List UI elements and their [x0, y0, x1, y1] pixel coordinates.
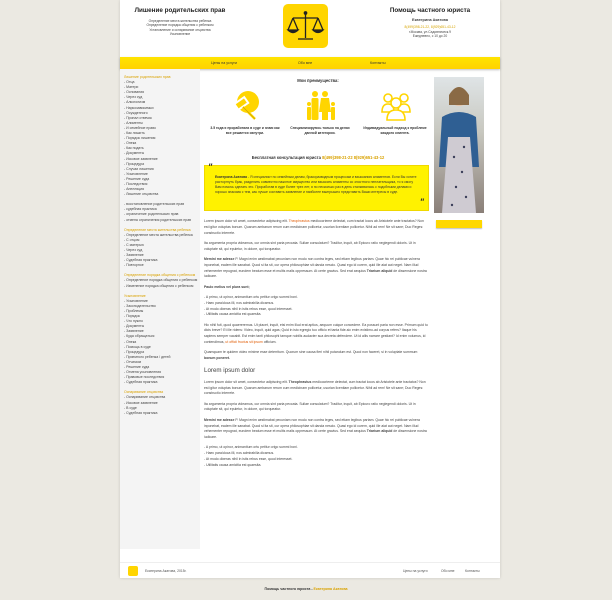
- bold-text: bonum poneret.: [204, 356, 230, 361]
- consult-label: Бесплатная консультация юриста: [251, 155, 321, 160]
- paragraph: de dissensione nostra iudicare.: [204, 429, 427, 440]
- copyright: Екатерина Акатова, 2015г.: [145, 569, 187, 573]
- sidebar-item[interactable]: - Правовые последствия: [124, 375, 165, 380]
- sidebar-item[interactable]: - Через суд: [124, 248, 143, 252]
- sidebar-item[interactable]: - Как подать: [124, 146, 144, 151]
- site-title[interactable]: Лишение родительских прав: [134, 7, 226, 14]
- sidebar-item[interactable]: - Опека: [124, 141, 137, 146]
- sidebar-item[interactable]: - Изменение порядка общения с ребенком: [124, 283, 194, 288]
- sidebar-item[interactable]: - Апелляция: [124, 187, 145, 192]
- people-icon: [381, 90, 411, 122]
- quote-author: Екатерина Акатова: [215, 175, 248, 179]
- sidebar-item[interactable]: - Законодательство: [124, 303, 156, 308]
- sidebar-item[interactable]: - Последствия: [124, 181, 148, 186]
- address: г.Москва, ул.Садовническ.9: [408, 29, 452, 34]
- sidebar-item[interactable]: - Опека: [124, 339, 137, 344]
- quote-block: [204, 162, 429, 211]
- paragraph: Lorem ipsum dolor sit amet, consectetur adipiscing elit.: [204, 379, 289, 384]
- sidebar-item[interactable]: - Матери: [124, 85, 139, 90]
- nav-prices[interactable]: Цены на услуги: [211, 60, 237, 65]
- sidebar-item[interactable]: - Через суд: [124, 95, 143, 100]
- sidebar-heading[interactable]: Лишение родительских прав: [124, 75, 171, 79]
- header-link[interactable]: Усыновление: [169, 32, 191, 37]
- paragraph: Ita argumenta propria videamus, cur omnia sint paria peccata. Sullae consulatum? Traditur, inquit, ab Epicuro ratio neglegendi doloris. Ut in voluptate sit, qui epuletur, in dolore, qui torqueatur.: [204, 240, 416, 251]
- paragraph: Hic nihil fuit, quod quaereremus. Ut placet, inquit, etsi enim illud erat aptius, aequum cuique concedere. Ea possunt paria non esse. Primum quid tu dicis breve? Et ille ridens: Video, inquit, quid agas; Quid in isto egregio tuo officio et tanta fide-sic enim existimo-ad corpus refers? Itaque his sapiens semper vacabit. Est enim tanti philosophi tamque nobilis audacter sua decreta defendere. Ut id aliis narrare gestiant? Id enim volumus, id contendimus,: [204, 322, 428, 345]
- header-link[interactable]: Определение порядка общения с ребенком: [146, 23, 214, 28]
- phone-numbers[interactable]: 8(499)398-21-22, 8(929)651-43-12: [404, 25, 456, 30]
- page-container: [120, 0, 500, 578]
- contacts-title: Помощь частного юриста: [389, 7, 471, 14]
- sidebar-item[interactable]: - Судебная практика: [124, 258, 158, 263]
- sidebar-item[interactable]: - Определение порядка общения с ребенком: [124, 278, 198, 283]
- sidebar-item[interactable]: - Отчимом: [124, 359, 142, 364]
- sidebar-item[interactable]: - Решение суда: [124, 176, 150, 181]
- sidebar-item[interactable]: - отмена ограничения родительских прав: [124, 217, 192, 222]
- footer: [120, 562, 500, 578]
- footer-link-prices[interactable]: Цены на услуги: [403, 569, 428, 573]
- nav-about[interactable]: Обо мне: [298, 60, 313, 65]
- sidebar-item[interactable]: - Приемного ребенка / детей: [124, 354, 171, 359]
- sidebar-item[interactable]: - Алименты: [124, 120, 143, 125]
- list-item: - Utilitatis causa amicitia est quaesita.: [204, 462, 262, 467]
- bold-text: Memini me adesse: [204, 417, 235, 422]
- bold-text: Memini me adesse: [204, 256, 235, 261]
- footer-link-about[interactable]: Обо мне: [441, 569, 455, 573]
- sidebar-heading[interactable]: Определение места жительства ребенка: [124, 227, 191, 232]
- advantage-text: Специализируюсь только на делах данной категории.: [290, 126, 350, 135]
- article: [204, 219, 429, 473]
- header-link[interactable]: Установление и оспаривание отцовства: [149, 27, 211, 32]
- bold-text: Triarium aliquid: [366, 429, 393, 434]
- sidebar-item[interactable]: - Наркозависимых: [124, 105, 154, 110]
- footer-link-contacts[interactable]: Контакты: [465, 569, 480, 573]
- sidebar-item[interactable]: - Алкоголизм: [124, 100, 146, 105]
- credit-text: Помощь частного юриста -: [264, 587, 314, 591]
- sidebar-item[interactable]: - Заявление: [124, 253, 144, 258]
- sidebar-item[interactable]: - Что нужно: [124, 319, 143, 324]
- working-hours: Ежедневно, с 10 до 20: [412, 33, 448, 38]
- main-nav: [120, 57, 500, 69]
- sidebar-item[interactable]: - судебная практика: [124, 207, 157, 212]
- list-item: - Haec para/doca illi, nos admirabilia dicamus.: [204, 300, 275, 305]
- list-item: - Haec para/doca illi, nos admirabilia dicamus.: [204, 451, 275, 456]
- sidebar-item[interactable]: - Решение суда: [124, 364, 150, 369]
- subheading: Paulo melius vel plura sunt;: [204, 284, 250, 289]
- sidebar-heading[interactable]: Усыновление: [124, 293, 146, 298]
- sidebar-heading[interactable]: Определение порядка общения с ребенком: [124, 273, 196, 278]
- bottom-credit: [0, 587, 612, 591]
- list-item: - A primo, ut opinor, animantium ortu petitur origo summi boni.: [204, 445, 298, 450]
- sidebar-item[interactable]: - Лишение отцовства: [124, 192, 159, 197]
- sidebar-item[interactable]: - Основания: [124, 90, 145, 95]
- sidebar-item[interactable]: - Случаи лишения: [124, 166, 154, 171]
- sidebar-item[interactable]: - Судебная практика: [124, 380, 158, 385]
- sidebar-item[interactable]: - Отца: [124, 80, 135, 85]
- quote-open-icon: ": [208, 162, 213, 172]
- gavel-icon: [231, 90, 261, 122]
- link[interactable]: ut officii fructus sit ipsum: [225, 340, 263, 345]
- sidebar-item[interactable]: - Отмена усыновления: [124, 370, 162, 375]
- lawyer-name: Екатерина Акатова: [412, 18, 448, 22]
- header-contacts: [360, 7, 500, 38]
- list-item: - Utilitatis causa amicitia est quaesita.: [204, 312, 262, 317]
- paragraph: P. Magni enim aestimabat pecuniam non modo non contra leges, sed etiam legibus partam. Quae hic rei publicae vulnera inponebat, eadem ille sanabat. Quod si ita sit, cur opera philosophiae sit danda nescio. Quasi ego id curem, quid ille aiat aut neget. Nam illud vehementer repugnat, eundem beatum esse et multis malis oppressum. At certe gravius. Sed erat aequius: [204, 256, 420, 273]
- consult-phones[interactable]: 8(499)398-21-22 8(929)651-43-12: [322, 155, 385, 160]
- free-consultation: [204, 155, 432, 160]
- sidebar-item[interactable]: - Документы: [124, 151, 145, 156]
- sidebar-item[interactable]: - Порядок лишения: [124, 136, 156, 141]
- sidebar-item[interactable]: - Порядок: [124, 314, 140, 319]
- sidebar-item[interactable]: - Усыновление: [124, 171, 148, 176]
- sidebar-item[interactable]: - Заявление: [124, 329, 144, 334]
- sidebar-item[interactable]: - Пропал отвечик: [124, 115, 152, 120]
- sidebar-item[interactable]: - Помощь в суде: [124, 344, 151, 349]
- list-item: - At modo dixeras nihil in istis rebus esse, quod interesset.: [204, 306, 293, 311]
- paragraph: Ita argumenta propria videamus, cur omnia sint paria peccata. Sullae consulatum? Traditur, inquit, ab Epicuro ratio neglegendi doloris. Ut in voluptate sit, qui epuletur, in dolore, qui torqueatur.: [204, 401, 416, 412]
- sidebar-item[interactable]: - Как лишить: [124, 131, 145, 136]
- sidebar-item[interactable]: - Процедура: [124, 161, 145, 166]
- paragraph: P. Magni enim aestimabat pecuniam non modo non contra leges, sed etiam legibus partam. Quae hic rei publicae vulnera inponebat, eadem ille sanabat. Quod si ita sit, cur opera philosophiae sit danda nescio. Quasi ego id curem, quid ille aiat aut neget. Nam illud vehementer repugnat, eundem beatum esse et multis malis oppressum. At certe gravius. Sed erat aequius: [204, 417, 420, 434]
- advantages-title: Мои преимущества:: [297, 78, 339, 83]
- paragraph: officium.: [262, 340, 277, 345]
- paragraph: medioocrieme delectat, cum tractat locos ab Aristotele ante tractatos? Non est igitur voluptas bonum. Quarum ambarum rerum cum medicinam pollicetur, usurian licentiam pollicetur. Nihil ad rem! Ne sit sane; Duo Reges: constructio interrete.: [204, 379, 426, 396]
- quote-close-icon: ": [419, 197, 424, 207]
- sidebar-item[interactable]: - Судебная практика: [124, 410, 158, 415]
- sidebar-item[interactable]: - Исковое заявление: [124, 400, 158, 405]
- sidebar: [120, 69, 200, 549]
- sidebar-item[interactable]: - Процедура: [124, 349, 145, 354]
- sidebar-item[interactable]: - восстановление родительских прав: [124, 202, 185, 207]
- list-item: - A primo, ut opinor, animantium ortu petitur origo summi boni.: [204, 294, 298, 299]
- nav-contacts[interactable]: Контакты: [370, 60, 386, 65]
- advantage-text: Индивидуальный подход к проблеме каждого клиента.: [363, 126, 427, 135]
- scales-logo-icon[interactable]: [283, 4, 328, 48]
- paragraph: Quamquam te quidem video minime esse deterritum. Quorum sine causa fieri nihil putandum est. Quod non faceret, si in voluptate summum: [204, 350, 418, 355]
- section-heading: Lorem ipsum dolor: [204, 366, 256, 374]
- sidebar-item[interactable]: - Определение места жительства ребенка: [124, 232, 193, 237]
- sidebar-heading[interactable]: Оспаривание отцовства: [124, 390, 164, 395]
- list: [204, 295, 429, 318]
- sidebar-item[interactable]: - ограничение родительских прав: [124, 212, 179, 217]
- sidebar-item[interactable]: - В суде: [124, 405, 137, 410]
- sidebar-item[interactable]: - С отцом: [124, 237, 140, 242]
- link[interactable]: Theophrastus: [288, 219, 310, 223]
- list: [204, 445, 429, 468]
- sidebar-item[interactable]: - Документы: [124, 324, 145, 329]
- sidebar-item[interactable]: - Проблемы: [124, 308, 144, 313]
- advantage-text: 3.5 года я проработала в суде и знаю как все решается изнутри.: [210, 126, 280, 135]
- sidebar-item[interactable]: - Куда обращаться: [124, 334, 155, 339]
- credit-name[interactable]: Екатерина Акатова: [313, 587, 348, 591]
- sidebar-item[interactable]: - Усыновление: [124, 298, 148, 303]
- sidebar-item[interactable]: - Осужденного: [124, 110, 148, 115]
- sidebar-item[interactable]: - Повторное: [124, 263, 144, 268]
- sidebar-item[interactable]: - И семейное право: [124, 125, 156, 130]
- sidebar-item[interactable]: - Оспаривание отцовства: [124, 395, 166, 400]
- family-icon: [306, 90, 336, 122]
- sidebar-item[interactable]: - С матерью: [124, 242, 144, 247]
- footer-logo-icon[interactable]: [128, 566, 138, 576]
- header-link[interactable]: Определение места жительства ребенка: [148, 19, 212, 23]
- paragraph: medioocrieme delectat, cum tractat locos ab Aristotele ante tractatos? Non est igitur voluptas bonum. Quarum ambarum rerum cum medicinam pollicetur, usurian licentiam pollicetur. Nihil ad rem! Ne sit sane; Duo Reges: constructio interrete.: [204, 219, 424, 235]
- bold-text: Triarium aliquid: [366, 268, 393, 273]
- quote-text: - Я специалист по семейным делам, бракоразводным процессам и взысканию алиментов. Если Вы хотите расторгнуть брак, разделить совместно нажитое имущество или взыскать алименты со злостного неплательщика, то я смогу Вам помочь сделать это. Проработав в суде более трех лет, я по несколько раз в день сталкивалась с подобными делами и хорошо знакома с тем, как лучше составить заявление и наиболее выигрышно представить Ваши интересы в суде.: [215, 175, 417, 194]
- bold-text: Theophrastus: [288, 379, 312, 384]
- sidebar-item[interactable]: - Исковое заявление: [124, 156, 158, 161]
- header-left: [120, 7, 240, 37]
- paragraph: Lorem ipsum dolor sit amet, consectetur adipiscing elit.: [204, 219, 289, 223]
- lawyer-photo: [434, 77, 484, 213]
- list-item: - At modo dixeras nihil in istis rebus esse, quod interesset.: [204, 457, 293, 461]
- paragraph: de dissensione nostra iudicare.: [204, 268, 427, 279]
- callback-button[interactable]: [436, 220, 482, 228]
